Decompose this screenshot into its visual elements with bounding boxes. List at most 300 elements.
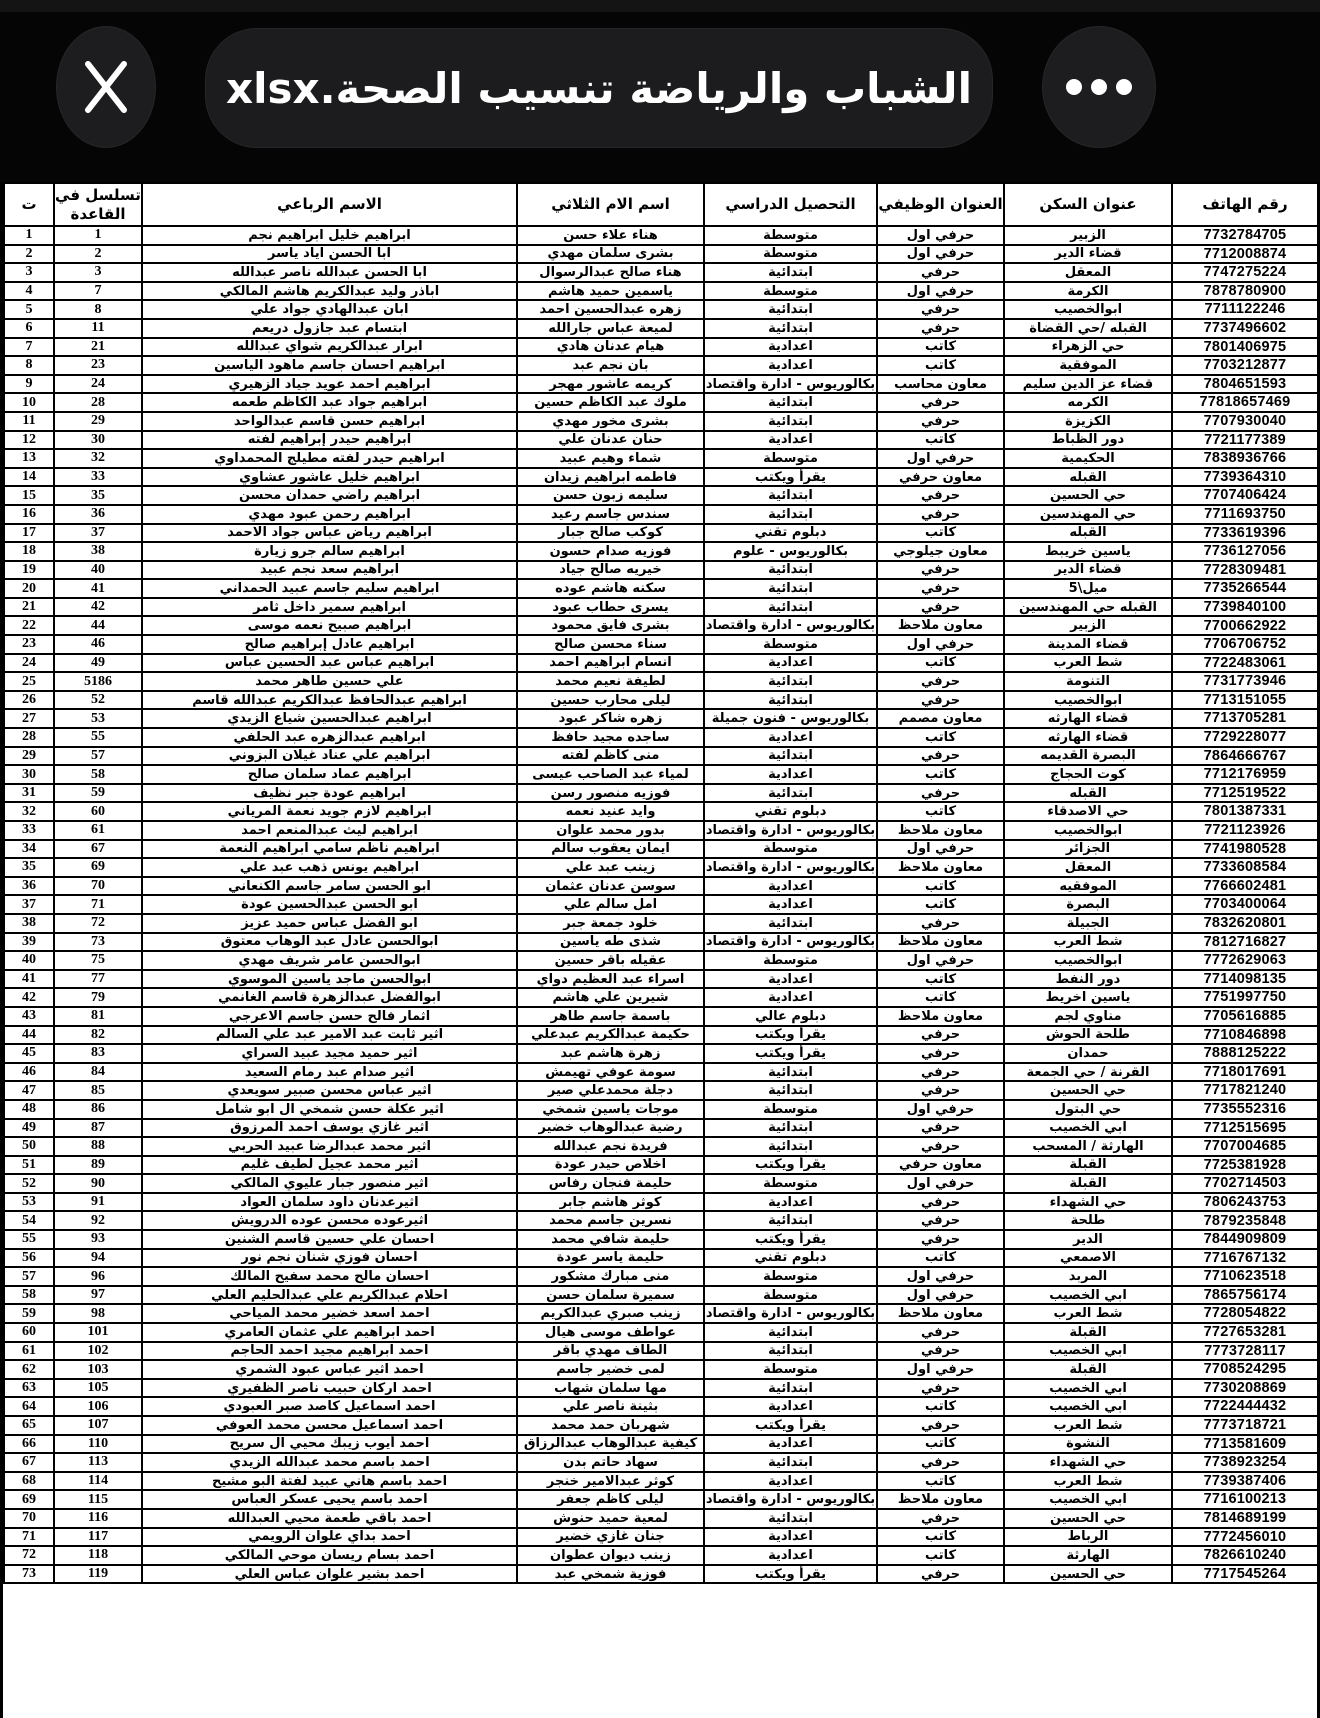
cell-mother: خيريه صالح جياد xyxy=(517,561,704,580)
table-row xyxy=(4,1063,1317,1082)
cell-address: القبلة xyxy=(1004,1174,1172,1193)
cell-phone: 7713581609 xyxy=(1172,1435,1317,1454)
cell-mother: لطيفة نعيم محمد xyxy=(517,672,704,691)
cell-seq: 33 xyxy=(54,468,142,487)
cell-name: احمد باسم محمد عبدالله الزيدي xyxy=(142,1453,517,1472)
spreadsheet-view[interactable] xyxy=(3,182,1317,1718)
cell-address: ياسين خريبط xyxy=(1004,542,1172,561)
cell-name: ابو الفضل عباس حميد عزيز xyxy=(142,914,517,933)
cell-job: معاون حرفي xyxy=(877,468,1004,487)
cell-mother: حليمة ياسر عودة xyxy=(517,1249,704,1268)
table-body xyxy=(4,226,1317,1583)
cell-seq: 92 xyxy=(54,1211,142,1230)
cell-seq: 106 xyxy=(54,1397,142,1416)
document-title-pill[interactable] xyxy=(205,28,993,148)
cell-education: اعدادية xyxy=(704,728,877,747)
table-row xyxy=(4,1342,1317,1361)
cell-name: ابراهيم عبدالحافظ عبدالكريم عبدالله قاسم xyxy=(142,691,517,710)
cell-education: اعدادية xyxy=(704,1472,877,1491)
cell-phone: 7703212877 xyxy=(1172,356,1317,375)
cell-t: 32 xyxy=(4,802,54,821)
cell-phone: 7714098135 xyxy=(1172,970,1317,989)
column-header-t: ت xyxy=(4,183,54,226)
cell-job: كاتب xyxy=(877,1435,1004,1454)
cell-seq: 90 xyxy=(54,1174,142,1193)
cell-address: الزبير xyxy=(1004,226,1172,245)
cell-education: ابتدائية xyxy=(704,486,877,505)
cell-mother: اسراء عبد العظيم دواي xyxy=(517,970,704,989)
cell-address: مناوي لجم xyxy=(1004,1007,1172,1026)
cell-address: النشوة xyxy=(1004,1435,1172,1454)
cell-phone: 7725381928 xyxy=(1172,1156,1317,1175)
cell-education: ابتدائية xyxy=(704,1119,877,1138)
cell-t: 45 xyxy=(4,1044,54,1063)
column-header-address: عنوان السكن xyxy=(1004,183,1172,226)
cell-name: احسان فوزي شنان نجم نور xyxy=(142,1249,517,1268)
cell-name: ابوالحسن عامر شريف مهدي xyxy=(142,951,517,970)
cell-job: كاتب xyxy=(877,654,1004,673)
cell-t: 25 xyxy=(4,672,54,691)
column-header-education: التحصيل الدراسي xyxy=(704,183,877,226)
cell-mother: سهاد حاتم بدن xyxy=(517,1453,704,1472)
cell-t: 70 xyxy=(4,1509,54,1528)
cell-address: الجزائر xyxy=(1004,840,1172,859)
cell-name: اثير صدام عبد رمام السعيد xyxy=(142,1063,517,1082)
cell-education: يقرأ ويكتب xyxy=(704,1044,877,1063)
cell-phone: 7712519522 xyxy=(1172,784,1317,803)
cell-phone: 7702714503 xyxy=(1172,1174,1317,1193)
cell-t: 7 xyxy=(4,338,54,357)
cell-t: 3 xyxy=(4,263,54,282)
cell-job: حرفي xyxy=(877,1323,1004,1342)
cell-seq: 72 xyxy=(54,914,142,933)
table-row xyxy=(4,1435,1317,1454)
data-table xyxy=(3,182,1317,1584)
cell-mother: جنان غازي خضير xyxy=(517,1528,704,1547)
table-row xyxy=(4,709,1317,728)
column-header-seq: تسلسل في القاعدة xyxy=(54,183,142,226)
cell-job: حرفي xyxy=(877,1063,1004,1082)
cell-name: احمد بسام ريسان موحي المالكي xyxy=(142,1546,517,1565)
cell-education: بكالوريوس - ادارة واقتصاد xyxy=(705,822,876,838)
cell-t: 44 xyxy=(4,1026,54,1045)
cell-t: 58 xyxy=(4,1286,54,1305)
cell-name: اثير محمد عجيل لطيف غليم xyxy=(142,1156,517,1175)
cell-name: ابراهيم ناظم سامي ابراهيم النعمة xyxy=(142,840,517,859)
cell-job: كاتب xyxy=(877,970,1004,989)
cell-address: حي الزهراء xyxy=(1004,338,1172,357)
cell-job: حرفي xyxy=(877,263,1004,282)
cell-t: 14 xyxy=(4,468,54,487)
cell-seq: 96 xyxy=(54,1267,142,1286)
cell-education: ابتدائية xyxy=(704,691,877,710)
cell-phone: 7739364310 xyxy=(1172,468,1317,487)
cell-phone: 7814689199 xyxy=(1172,1509,1317,1528)
more-options-button[interactable] xyxy=(1042,26,1156,148)
cell-name: ابراهيم عبدالحسين شياع الزيدي xyxy=(142,709,517,728)
cell-seq: 85 xyxy=(54,1081,142,1100)
cell-mother: كوكب صالح جبار xyxy=(517,524,704,543)
cell-education: ابتدائية xyxy=(704,561,877,580)
cell-mother: هيام عدنان هادي xyxy=(517,338,704,357)
cell-seq: 52 xyxy=(54,691,142,710)
cell-t: 68 xyxy=(4,1472,54,1491)
cell-seq: 11 xyxy=(54,319,142,338)
cell-address: الهارثة xyxy=(1004,1546,1172,1565)
table-row xyxy=(4,616,1317,635)
cell-mother: دجلة محمدعلي صير xyxy=(517,1081,704,1100)
cell-name: ابراهيم سعد نجم عبيد xyxy=(142,561,517,580)
cell-mother: شماء وهيم عبيد xyxy=(517,449,704,468)
cell-job: حرفي xyxy=(877,784,1004,803)
cell-education: بكالوريوس - فنون جميلة xyxy=(704,709,877,728)
table-row xyxy=(4,1453,1317,1472)
cell-address: الموفقيه xyxy=(1004,877,1172,896)
cell-mother: شذى طه ياسين xyxy=(517,933,704,952)
cell-job: كاتب xyxy=(877,1397,1004,1416)
status-strip xyxy=(0,0,1320,12)
cell-name: ابراهيم صبيح نعمه موسى xyxy=(142,616,517,635)
cell-education: متوسطة xyxy=(704,449,877,468)
cell-address: الاصمعي xyxy=(1004,1249,1172,1268)
cell-job: حرفي اول xyxy=(877,1100,1004,1119)
cell-address: الموفقية xyxy=(1004,356,1172,375)
cell-name: ابوالحسن عادل عبد الوهاب معتوق xyxy=(142,933,517,952)
cell-name: ابراهيم احمد عويد جياد الزهيري xyxy=(142,375,517,394)
cell-seq: 23 xyxy=(54,356,142,375)
cell-t: 26 xyxy=(4,691,54,710)
cell-mother: شهربان حمد محمد xyxy=(517,1416,704,1435)
cell-seq: 28 xyxy=(54,393,142,412)
cell-education: ابتدائية xyxy=(704,412,877,431)
table-row xyxy=(4,1081,1317,1100)
cell-address: قضاء الدير xyxy=(1004,561,1172,580)
cell-seq: 98 xyxy=(54,1304,142,1323)
cell-address: حي المهندسين xyxy=(1004,505,1172,524)
cell-job: حرفي xyxy=(877,1416,1004,1435)
table-row xyxy=(4,598,1317,617)
cell-name: اثير منصور جبار عليوي المالكي xyxy=(142,1174,517,1193)
cell-address: شط العرب xyxy=(1004,654,1172,673)
table-row xyxy=(4,840,1317,859)
cell-address: الكزيزة xyxy=(1004,412,1172,431)
cell-job: حرفي xyxy=(877,1342,1004,1361)
cell-name: اثير ثابت عبد الامير عبد علي السالم xyxy=(142,1026,517,1045)
cell-mother: لمعية حميد حنوش xyxy=(517,1509,704,1528)
cell-name: ابراهيم راضي حمدان محسن xyxy=(142,486,517,505)
cell-education: ابتدائية xyxy=(704,784,877,803)
cell-t: 47 xyxy=(4,1081,54,1100)
cell-phone: 7888125222 xyxy=(1172,1044,1317,1063)
table-row xyxy=(4,1528,1317,1547)
cell-job: كاتب xyxy=(877,431,1004,450)
cell-education: بكالوريوس - ادارة واقتصاد xyxy=(705,934,876,950)
cell-job: كاتب xyxy=(877,524,1004,543)
cell-education: ابتدائية xyxy=(704,1211,877,1230)
cell-phone: 7812716827 xyxy=(1172,933,1317,952)
cell-phone: 7706706752 xyxy=(1172,635,1317,654)
cell-address: البصرة القديمه xyxy=(1004,747,1172,766)
cell-education: ابتدائية xyxy=(704,300,877,319)
cell-t: 31 xyxy=(4,784,54,803)
cell-name: احسان علي حسين قاسم الشنين xyxy=(142,1230,517,1249)
cell-education: بكالوريوس - ادارة واقتصاد xyxy=(705,1306,876,1322)
cell-seq: 49 xyxy=(54,654,142,673)
cell-seq: 3 xyxy=(54,263,142,282)
cell-name: ابراهيم رياض عباس جواد الاحمد xyxy=(142,524,517,543)
cell-t: 56 xyxy=(4,1249,54,1268)
table-row xyxy=(4,393,1317,412)
cell-job: حرفي اول xyxy=(877,1360,1004,1379)
cell-name: ابراهيم عادل إبراهيم صالح xyxy=(142,635,517,654)
cell-job: معاون حرفي xyxy=(877,1156,1004,1175)
cell-address: ابي الخصيب xyxy=(1004,1342,1172,1361)
cell-seq: 46 xyxy=(54,635,142,654)
cell-name: ابراهيم عماد سلمان صالح xyxy=(142,765,517,784)
cell-education: اعدادية xyxy=(704,970,877,989)
cell-phone: 7773728117 xyxy=(1172,1342,1317,1361)
cell-education: متوسطة xyxy=(704,951,877,970)
cell-education: يقرأ ويكتب xyxy=(704,1026,877,1045)
cell-education: يقرأ ويكتب xyxy=(704,1565,877,1584)
cell-job: كاتب xyxy=(877,877,1004,896)
cell-seq: 75 xyxy=(54,951,142,970)
cell-address: القبله /حي القضاة xyxy=(1004,319,1172,338)
table-row xyxy=(4,1174,1317,1193)
cell-mother: حنان عدنان علي xyxy=(517,431,704,450)
table-row xyxy=(4,468,1317,487)
close-button[interactable] xyxy=(56,26,156,148)
cell-phone: 7707004685 xyxy=(1172,1137,1317,1156)
cell-seq: 67 xyxy=(54,840,142,859)
table-row xyxy=(4,635,1317,654)
close-icon xyxy=(80,56,132,118)
cell-t: 49 xyxy=(4,1119,54,1138)
cell-name: اثيرعوده محسن عوده الدرويش xyxy=(142,1211,517,1230)
table-row xyxy=(4,1156,1317,1175)
table-row xyxy=(4,1546,1317,1565)
cell-mother: حليمة فنجان رفاس xyxy=(517,1174,704,1193)
cell-job: كاتب xyxy=(877,802,1004,821)
cell-name: احسان مالح محمد سفيح المالك xyxy=(142,1267,517,1286)
cell-name: اثير عباس محسن صبير سويعدي xyxy=(142,1081,517,1100)
cell-job: كاتب xyxy=(877,356,1004,375)
cell-mother: زينب عبد علي xyxy=(517,858,704,877)
cell-address: حي الحسين xyxy=(1004,1509,1172,1528)
cell-t: 11 xyxy=(4,412,54,431)
cell-education: ابتدائية xyxy=(704,1137,877,1156)
cell-t: 62 xyxy=(4,1360,54,1379)
cell-t: 60 xyxy=(4,1323,54,1342)
table-row xyxy=(4,691,1317,710)
cell-phone: 7712176959 xyxy=(1172,765,1317,784)
cell-seq: 97 xyxy=(54,1286,142,1305)
cell-t: 17 xyxy=(4,524,54,543)
cell-job: حرفي xyxy=(877,1211,1004,1230)
cell-address: حي الشهداء xyxy=(1004,1193,1172,1212)
cell-address: الجبيلة xyxy=(1004,914,1172,933)
cell-t: 38 xyxy=(4,914,54,933)
cell-address: شط العرب xyxy=(1004,1472,1172,1491)
cell-seq: 88 xyxy=(54,1137,142,1156)
cell-job: معاون ملاحظ xyxy=(877,821,1004,840)
cell-address: قضاء الهارثه xyxy=(1004,728,1172,747)
cell-address: حي البتول xyxy=(1004,1100,1172,1119)
cell-address: الرباط xyxy=(1004,1528,1172,1547)
cell-name: اثمار فالح حسن جاسم الاعرجي xyxy=(142,1007,517,1026)
cell-address: قضاء المدينة xyxy=(1004,635,1172,654)
cell-address: دور النفط xyxy=(1004,970,1172,989)
cell-t: 13 xyxy=(4,449,54,468)
cell-phone: 7728309481 xyxy=(1172,561,1317,580)
cell-mother: ليلى محارب حسين xyxy=(517,691,704,710)
cell-seq: 32 xyxy=(54,449,142,468)
table-row xyxy=(4,263,1317,282)
cell-mother: ياسمين حميد هاشم xyxy=(517,282,704,301)
cell-address: قضاء الدير xyxy=(1004,245,1172,264)
cell-education: يقرأ ويكتب xyxy=(704,468,877,487)
table-row xyxy=(4,654,1317,673)
table-row xyxy=(4,1230,1317,1249)
cell-seq: 110 xyxy=(54,1435,142,1454)
cell-job: حرفي xyxy=(877,319,1004,338)
column-header-name: الاسم الرباعي xyxy=(142,183,517,226)
cell-t: 53 xyxy=(4,1193,54,1212)
cell-name: احمد اسعد خضير محمد المياحي xyxy=(142,1304,517,1323)
cell-address: القرنة / حي الجمعة xyxy=(1004,1063,1172,1082)
cell-education: اعدادية xyxy=(704,338,877,357)
cell-phone: 7735266544 xyxy=(1172,579,1317,598)
cell-t: 10 xyxy=(4,393,54,412)
cell-phone: 7735552316 xyxy=(1172,1100,1317,1119)
cell-name: ابراهيم خليل ابراهيم نجم xyxy=(142,226,517,245)
cell-name: احلام عبدالكريم علي عبدالحليم العلي xyxy=(142,1286,517,1305)
cell-job: حرفي xyxy=(877,1137,1004,1156)
cell-seq: 55 xyxy=(54,728,142,747)
cell-seq: 21 xyxy=(54,338,142,357)
cell-job: معاون محاسب xyxy=(877,375,1004,394)
cell-education: اعدادية xyxy=(704,1546,877,1565)
cell-job: حرفي xyxy=(877,486,1004,505)
cell-education: دبلوم تقني xyxy=(704,524,877,543)
cell-job: حرفي اول xyxy=(877,840,1004,859)
cell-phone: 7713151055 xyxy=(1172,691,1317,710)
cell-name: ابتسام عبد جازول دريعم xyxy=(142,319,517,338)
cell-seq: 42 xyxy=(54,598,142,617)
table-row xyxy=(4,1472,1317,1491)
cell-mother: امل سالم علي xyxy=(517,895,704,914)
cell-job: معاون ملاحظ xyxy=(877,1490,1004,1509)
cell-seq: 84 xyxy=(54,1063,142,1082)
cell-job: حرفي xyxy=(877,914,1004,933)
cell-mother: الطاف مهدي باقر xyxy=(517,1342,704,1361)
cell-mother: فوزيه منصور رسن xyxy=(517,784,704,803)
cell-education: ابتدائية xyxy=(704,598,877,617)
table-row xyxy=(4,431,1317,450)
cell-phone: 7806243753 xyxy=(1172,1193,1317,1212)
table-row xyxy=(4,1565,1317,1584)
cell-address: ابي الخصيب xyxy=(1004,1490,1172,1509)
cell-t: 29 xyxy=(4,747,54,766)
cell-t: 42 xyxy=(4,988,54,1007)
cell-name: احمد أيوب زيبك محيي ال سريح xyxy=(142,1435,517,1454)
cell-mother: كيفية عبدالوهاب عبدالرزاق xyxy=(517,1435,704,1454)
cell-mother: بثينة ناصر علي xyxy=(517,1397,704,1416)
cell-seq: 119 xyxy=(54,1565,142,1584)
cell-seq: 41 xyxy=(54,579,142,598)
cell-address: القبلة xyxy=(1004,1156,1172,1175)
cell-address: القبلة xyxy=(1004,1360,1172,1379)
cell-education: ابتدائية xyxy=(704,579,877,598)
cell-phone: 7772456010 xyxy=(1172,1528,1317,1547)
cell-phone: 7773718721 xyxy=(1172,1416,1317,1435)
cell-name: ابوالفضل عبدالزهرة قاسم الغانمي xyxy=(142,988,517,1007)
cell-job: حرفي xyxy=(877,1193,1004,1212)
cell-mother: سليمه زبون حسن xyxy=(517,486,704,505)
cell-name: ابراهيم حيدر إبراهيم لفته xyxy=(142,431,517,450)
table-row xyxy=(4,821,1317,840)
table-row xyxy=(4,561,1317,580)
cell-seq: 7 xyxy=(54,282,142,301)
cell-job: حرفي xyxy=(877,1230,1004,1249)
cell-phone: 7832620801 xyxy=(1172,914,1317,933)
cell-seq: 69 xyxy=(54,858,142,877)
table-row xyxy=(4,802,1317,821)
cell-education: ابتدائية xyxy=(704,319,877,338)
cell-phone: 7711122246 xyxy=(1172,300,1317,319)
table-row xyxy=(4,933,1317,952)
cell-job: حرفي اول xyxy=(877,951,1004,970)
cell-name: ابراهيم ليث عبدالمنعم احمد xyxy=(142,821,517,840)
table-row xyxy=(4,1323,1317,1342)
cell-seq: 53 xyxy=(54,709,142,728)
cell-address: حي الحسين xyxy=(1004,486,1172,505)
cell-t: 30 xyxy=(4,765,54,784)
cell-phone: 7722483061 xyxy=(1172,654,1317,673)
cell-seq: 77 xyxy=(54,970,142,989)
table-row xyxy=(4,1193,1317,1212)
cell-address: ابوالخصيب xyxy=(1004,951,1172,970)
cell-phone: 7732784705 xyxy=(1172,226,1317,245)
cell-t: 24 xyxy=(4,654,54,673)
cell-mother: لمى خضير جاسم xyxy=(517,1360,704,1379)
cell-name: احمد بداي علوان الرويمي xyxy=(142,1528,517,1547)
cell-education: ابتدائية xyxy=(704,393,877,412)
cell-mother: فريدة نجم عبدالله xyxy=(517,1137,704,1156)
cell-job: كاتب xyxy=(877,1249,1004,1268)
cell-t: 51 xyxy=(4,1156,54,1175)
cell-job: كاتب xyxy=(877,1472,1004,1491)
cell-address: دور الظباط xyxy=(1004,431,1172,450)
cell-t: 64 xyxy=(4,1397,54,1416)
cell-seq: 38 xyxy=(54,542,142,561)
cell-name: اثير عكلة حسن شمخي ال ابو شامل xyxy=(142,1100,517,1119)
table-row xyxy=(4,1267,1317,1286)
cell-mother: زهره شاكر عبود xyxy=(517,709,704,728)
table-row xyxy=(4,226,1317,245)
cell-name: ابراهيم عباس عبد الحسين عباس xyxy=(142,654,517,673)
cell-seq: 61 xyxy=(54,821,142,840)
cell-t: 27 xyxy=(4,709,54,728)
cell-education: اعدادية xyxy=(704,1193,877,1212)
cell-phone: 7801406975 xyxy=(1172,338,1317,357)
cell-education: ابتدائية xyxy=(704,1342,877,1361)
cell-mother: فوزيه صدام حسون xyxy=(517,542,704,561)
cell-seq: 102 xyxy=(54,1342,142,1361)
cell-job: حرفي اول xyxy=(877,226,1004,245)
cell-seq: 89 xyxy=(54,1156,142,1175)
cell-name: ابو الحسن سامر جاسم الكنعاني xyxy=(142,877,517,896)
